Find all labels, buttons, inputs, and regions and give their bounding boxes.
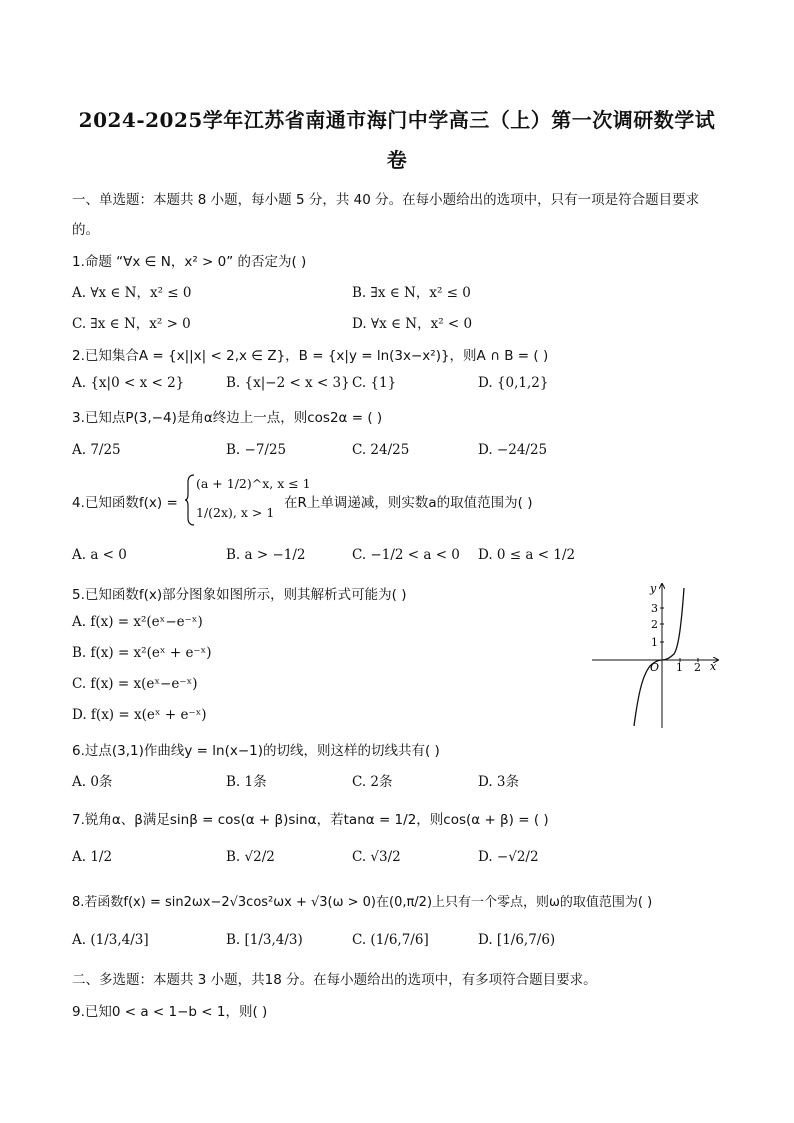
q8-option-c: C. (1/6,7/6]	[352, 932, 429, 948]
x-tick-label-1: 1	[676, 661, 683, 674]
y-axis-label: y	[650, 582, 657, 595]
q1-option-b: B. ∃x ∈ N，x² ≤ 0	[352, 285, 471, 301]
q7-option-d: D. −√2/2	[478, 849, 539, 865]
q5-function-graph	[590, 578, 726, 730]
q8-stem: 8.若函数f(x) = sin2ωx−2√3cos²ωx + √3(ω > 0)在(0,π/2)上只有一个零点，则ω的取值范围为( )	[72, 895, 653, 910]
function-curve	[634, 588, 684, 726]
q1-option-a: A. ∀x ∈ N，x² ≤ 0	[72, 285, 192, 301]
q8-option-b: B. [1/3,4/3)	[226, 932, 303, 948]
y-tick-label-2: 2	[651, 618, 658, 631]
q4-brace	[184, 474, 196, 526]
q5-stem: 5.已知函数f(x)部分图象如图所示，则其解析式可能为( )	[72, 587, 407, 603]
q2-option-b: B. {x|−2 < x < 3}	[226, 375, 350, 391]
y-tick-label-1: 1	[651, 636, 658, 649]
q7-stem: 7.锐角α、β满足sinβ = cos(α + β)sinα，若tanα = 1/2，则cos(α + β) = ( )	[72, 812, 549, 828]
q2-option-d: D. {0,1,2}	[478, 375, 549, 391]
q3-option-b: B. −7/25	[226, 442, 287, 458]
y-tick-label-3: 3	[651, 602, 658, 615]
q6-stem: 6.过点(3,1)作曲线y = ln(x−1)的切线，则这样的切线共有( )	[72, 743, 440, 759]
section2-heading: 二、多选题：本题共 3 小题，共18 分。在每小题给出的选项中，有多项符合题目要求。	[72, 972, 597, 988]
q3-option-c: C. 24/25	[352, 442, 410, 458]
q9-stem: 9.已知0 < a < 1−b < 1，则( )	[72, 1004, 268, 1020]
section1-heading-line2: 的。	[72, 222, 99, 238]
q5-option-b: B. f(x) = x²(eˣ + e⁻ˣ)	[72, 645, 212, 661]
q4-option-a: A. a < 0	[72, 547, 127, 563]
q8-option-d: D. [1/6,7/6)	[478, 932, 556, 948]
q1-stem: 1.命题 “∀x ∈ N，x² > 0” 的否定为( )	[72, 254, 307, 270]
q1-option-c: C. ∃x ∈ N，x² > 0	[72, 316, 191, 332]
q4-option-c: C. −1/2 < a < 0	[352, 547, 460, 563]
q3-option-a: A. 7/25	[72, 442, 121, 458]
q2-option-a: A. {x|0 < x < 2}	[72, 375, 185, 391]
q6-option-d: D. 3条	[478, 774, 520, 790]
q4-piece1: (a + 1/2)^x, x ≤ 1	[196, 476, 311, 491]
x-axis-label: x	[710, 660, 717, 673]
q4-stem-suffix: 在R上单调递减，则实数a的取值范围为( )	[284, 495, 533, 511]
q4-option-b: B. a > −1/2	[226, 547, 306, 563]
q4-option-d: D. 0 ≤ a < 1/2	[478, 547, 576, 563]
exam-title-line1: 2024-2025学年江苏省南通市海门中学高三（上）第一次调研数学试	[78, 108, 716, 132]
q4-piece2: 1/(2x), x > 1	[196, 505, 275, 520]
q6-option-b: B. 1条	[226, 774, 267, 790]
q2-stem: 2.已知集合A = {x||x| < 2,x ∈ Z}，B = {x|y = ln(3x−x²)}，则A ∩ B = ( )	[72, 348, 549, 364]
q3-option-d: D. −24/25	[478, 442, 548, 458]
q5-option-c: C. f(x) = x(eˣ−e⁻ˣ)	[72, 676, 198, 692]
q3-stem: 3.已知点P(3,−4)是角α终边上一点，则cos2α = ( )	[72, 410, 383, 426]
q8-option-a: A. (1/3,4/3]	[72, 932, 149, 948]
section1-heading-line1: 一、单选题：本题共 8 小题，每小题 5 分，共 40 分。在每小题给出的选项中，只有一项是符合题目要求	[72, 192, 700, 208]
q2-option-c: C. {1}	[352, 375, 397, 391]
q6-option-c: C. 2条	[352, 774, 393, 790]
q7-option-b: B. √2/2	[226, 849, 275, 865]
exam-title-line2: 卷	[386, 148, 408, 172]
q4-stem-prefix: 4.已知函数f(x) =	[72, 495, 178, 511]
q6-option-a: A. 0条	[72, 774, 113, 790]
q1-option-d: D. ∀x ∈ N，x² < 0	[352, 316, 473, 332]
q5-option-d: D. f(x) = x(eˣ + e⁻ˣ)	[72, 707, 207, 723]
x-tick-label-2: 2	[694, 661, 701, 674]
origin-label: O	[650, 661, 660, 674]
q5-option-a: A. f(x) = x²(eˣ−e⁻ˣ)	[72, 614, 203, 630]
q7-option-c: C. √3/2	[352, 849, 401, 865]
q7-option-a: A. 1/2	[72, 849, 113, 865]
